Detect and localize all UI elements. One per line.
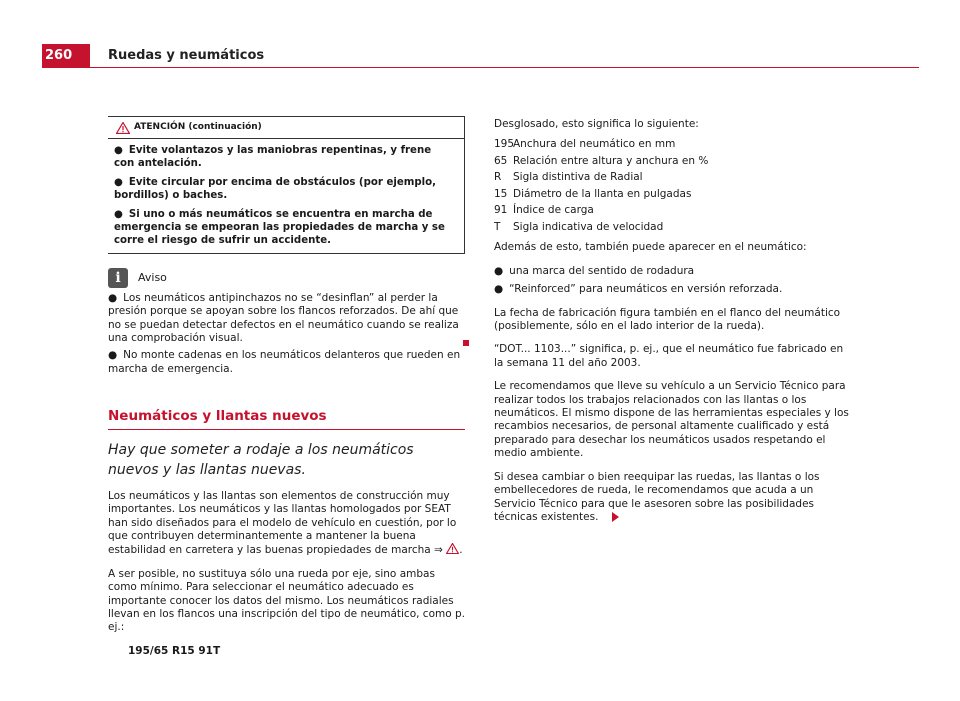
warning-header [108,117,464,139]
paragraph: La fecha de fabricación figura también en el flanco del neumático (posiblemente, sólo en el lado interior de la rueda). [494,306,841,333]
note-item: ● Los neumáticos antipinchazos no se “desinflan” al perder la presión porque se apoyan sobre los flancos reforzados. De ahí que no se puedan detectar defectos en el neumático cuando se realiza una comprobación visual. [108,291,459,345]
paragraph: “DOT... 1103...” significa, p. ej., que el neumático fue fabricado en la semana 11 del año 2003. [494,343,844,369]
bullet-icon: ● [494,283,504,296]
warning-heading: ATENCIÓN (continuación) [134,121,262,132]
warning-triangle-icon[interactable] [446,544,459,556]
section-rule [108,429,465,430]
paragraph: Además de esto, también puede aparecer en el neumático: [494,241,807,254]
definition-row: R Sigla distintiva de Radial [494,171,643,184]
tire-spec: 195/65 R15 91T [128,644,221,657]
paragraph: Los neumáticos y las llantas son elementos de construcción muy importantes. Los neumáticos y las llantas homologados por SEAT han sido diseñados para el modelo de vehículo en cuestión, por lo que contribuyen determinantemente a mantener la buena estabilidad en carretera y las buenas propiedades de marcha ⇒ . [108,489,463,557]
paragraph: A ser posible, no sustituya sólo una rueda por eje, sino ambas como mínimo. Para seleccionar el neumático adecuado es importante conocer los datos del mismo. Los neumáticos radiales llevan en los flancos una inscripción del tipo de neumático, como p. ej.: [108,567,465,634]
warning-triangle-icon [116,122,130,134]
section-title: Neumáticos y llantas nuevos [108,408,327,425]
definition-row: 91 Índice de carga [494,204,594,217]
definition-list [494,138,854,237]
warning-item: ● Evite circular por encima de obstáculos (por ejemplo, bordillos) o baches. [114,176,437,202]
info-icon: i [108,268,128,288]
warning-item: ● Evite volantazos y las maniobras repentinas, y frene con antelación. [114,145,432,170]
definition-row: T Sigla indicativa de velocidad [494,220,664,233]
bullet-icon: ● [114,208,123,220]
page-number: 260 [42,44,90,68]
page-title: Ruedas y neumáticos [108,48,265,63]
paragraph: Le recomendamos que lleve su vehículo a un Servicio Técnico para realizar todos los trabajos relacionados con las llantas o los neumáticos. El mismo dispone de las herramientas especiales y los recambios necesarios, de personal altamente cualificado y está preparado para desechar los neumáticos usados respetando el medio ambiente. [494,380,849,460]
right-column [494,118,854,524]
header-rule [42,67,919,68]
bullet-icon: ● [494,264,504,277]
list-item: ● “Reinforced” para neumáticos en versión reforzada. [494,283,783,296]
left-column [108,116,465,658]
bullet-icon: ● [108,291,118,304]
intro-text: Desglosado, esto significa lo siguiente: [494,118,699,130]
continue-arrow-icon [612,512,619,522]
section-subtitle: Hay que someter a rodaje a los neumáticos nuevos y las llantas nuevas. [108,441,414,478]
bullet-icon: ● [114,176,123,188]
warning-box [108,116,465,254]
note-header [108,268,465,288]
definition-row: 195 Anchura del neumático en mm [494,138,676,151]
warning-item: ● Si uno o más neumáticos se encuentra en marcha de emergencia se empeoran las propiedades de marcha y se corre el riesgo de sufrir un accidente. [114,208,445,247]
list-item: ● una marca del sentido de rodadura [494,264,695,277]
bullet-icon: ● [108,349,118,362]
bullet-icon: ● [114,145,123,156]
end-of-section-mark [463,340,469,346]
definition-row: 15 Diámetro de la llanta en pulgadas [494,187,692,200]
definition-row: 65 Relación entre altura y anchura en % [494,154,709,167]
note-item: ● No monte cadenas en los neumáticos delanteros que rueden en marcha de emergencia. [108,349,461,375]
paragraph: Si desea cambiar o bien reequipar las ruedas, las llantas o los embellecedores de rueda, le recomendamos que acuda a un Servicio Técnico para que le asesoren sobre las posibilidades técnicas existentes. [494,470,820,523]
note-title: Aviso [138,271,167,285]
